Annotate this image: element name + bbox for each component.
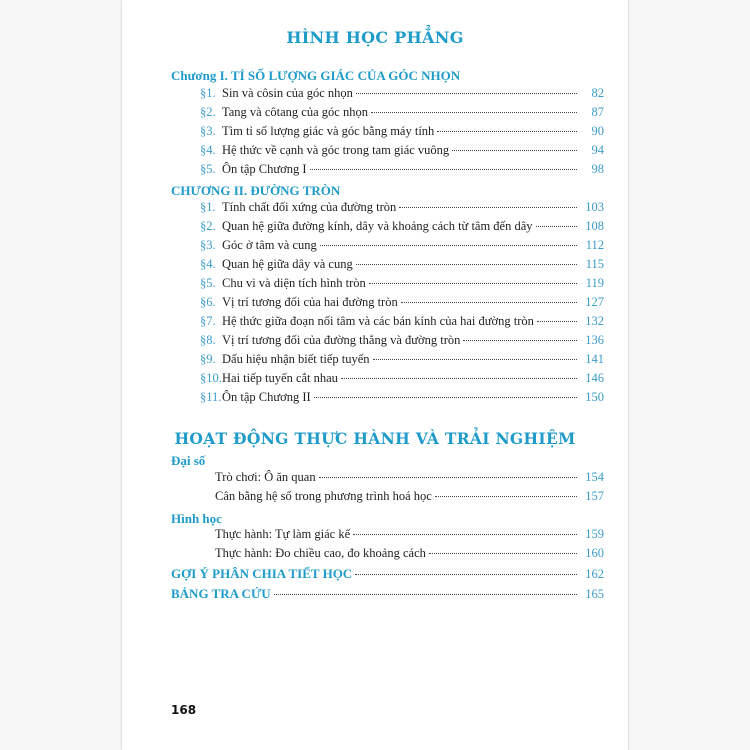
entry-label: Sin và côsin của góc nhọn (222, 86, 353, 100)
entry-page: 112 (585, 238, 604, 252)
section-number: §10. (200, 371, 222, 385)
entry-page: 141 (585, 352, 604, 366)
dot-leader (369, 283, 577, 284)
dot-leader (401, 302, 577, 303)
part1-title: HÌNH HỌC PHẲNG (286, 28, 464, 47)
toc-entry[interactable] (200, 143, 604, 161)
dot-leader (320, 245, 577, 246)
entry-page: 132 (585, 314, 604, 328)
entry-label: Thực hành: Tự làm giác kế (215, 527, 351, 541)
toc-page (122, 0, 628, 750)
chapter1-title: Chương I. TỈ SỐ LƯỢNG GIÁC CỦA GÓC NHỌN (171, 68, 461, 83)
entry-label: Tính chất đối xứng của đường tròn (222, 200, 397, 214)
toc-entry[interactable] (200, 390, 604, 408)
section-number: §7. (200, 314, 216, 328)
toc-entry[interactable] (200, 352, 604, 370)
toc-entry[interactable] (215, 489, 604, 507)
entry-page: 108 (585, 219, 604, 233)
dot-leader (373, 359, 577, 360)
toc-entry[interactable] (200, 124, 604, 142)
entry-label: Hệ thức giữa đoạn nối tâm và các bán kính của hai đường tròn (222, 314, 534, 328)
entry-label: Cân bằng hệ số trong phương trình hoá học (215, 489, 432, 503)
toc-entry[interactable] (200, 219, 604, 237)
page-number: 168 (171, 703, 197, 717)
dot-leader (429, 553, 577, 554)
dot-leader (310, 169, 577, 170)
entry-page: 162 (585, 567, 604, 581)
dot-leader (353, 534, 577, 535)
entry-label: Thực hành: Đo chiều cao, đo khoảng cách (215, 546, 426, 560)
toc-section-suggestion[interactable] (171, 566, 604, 584)
entry-page: 157 (585, 489, 604, 503)
toc-entry[interactable] (200, 333, 604, 351)
entry-page: 165 (585, 587, 604, 601)
algebra-title: Đại số (171, 453, 206, 468)
geometry-title: Hình học (171, 511, 222, 526)
entry-label: Vị trí tương đối của hai đường tròn (222, 295, 398, 309)
entry-page: 136 (585, 333, 604, 347)
toc-entry[interactable] (200, 238, 604, 256)
section-number: §5. (200, 162, 216, 176)
section-number: §2. (200, 219, 216, 233)
section-number: §3. (200, 238, 216, 252)
section-number: §9. (200, 352, 216, 366)
entry-label: Chu vi và diện tích hình tròn (222, 276, 366, 290)
chapter2-title: CHƯƠNG II. ĐƯỜNG TRÒN (171, 183, 341, 198)
toc-entry[interactable] (215, 470, 604, 488)
dot-leader (399, 207, 577, 208)
entry-page: 103 (585, 200, 604, 214)
entry-page: 127 (585, 295, 604, 309)
toc-entry[interactable] (200, 200, 604, 218)
dot-leader (274, 594, 577, 595)
toc-entry[interactable] (215, 546, 604, 564)
entry-label: Quan hệ giữa đường kính, dây và khoảng cách từ tâm đến dây (222, 219, 533, 233)
section-number: §4. (200, 257, 216, 271)
entry-page: 87 (591, 105, 604, 119)
toc-entry[interactable] (200, 162, 604, 180)
toc-entry[interactable] (200, 86, 604, 104)
dot-leader (536, 226, 577, 227)
scan-margin-left (0, 0, 122, 750)
entry-label: GỢI Ý PHÂN CHIA TIẾT HỌC (171, 566, 353, 581)
dot-leader (537, 321, 577, 322)
entry-page: 146 (585, 371, 604, 385)
dot-leader (452, 150, 577, 151)
section-number: §1. (200, 200, 216, 214)
entry-label: Ôn tập Chương II (222, 390, 311, 404)
entry-page: 159 (585, 527, 604, 541)
section-number: §2. (200, 105, 216, 119)
entry-page: 160 (585, 546, 604, 560)
entry-label: Tìm tỉ số lượng giác và góc bằng máy tính (222, 124, 435, 138)
entry-label: Dấu hiệu nhận biết tiếp tuyến (222, 352, 370, 366)
dot-leader (355, 574, 577, 575)
entry-label: Tang và côtang của góc nhọn (222, 105, 368, 119)
toc-section-lookup[interactable] (171, 586, 604, 604)
dot-leader (437, 131, 577, 132)
dot-leader (371, 112, 577, 113)
dot-leader (319, 477, 577, 478)
toc-entry[interactable] (200, 257, 604, 275)
toc-entry[interactable] (200, 105, 604, 123)
toc-entry[interactable] (200, 314, 604, 332)
entry-label: Hai tiếp tuyến cắt nhau (222, 371, 338, 385)
section-number: §6. (200, 295, 216, 309)
toc-entry[interactable] (215, 527, 604, 545)
entry-label: BẢNG TRA CỨU (171, 586, 271, 601)
dot-leader (314, 397, 577, 398)
entry-page: 119 (585, 276, 604, 290)
section-number: §3. (200, 124, 216, 138)
dot-leader (356, 93, 577, 94)
entry-label: Góc ở tâm và cung (222, 238, 317, 252)
entry-page: 90 (591, 124, 604, 138)
section-number: §11. (200, 390, 222, 404)
entry-page: 82 (591, 86, 604, 100)
dot-leader (435, 496, 577, 497)
entry-label: Quan hệ giữa dây và cung (222, 257, 353, 271)
toc-entry[interactable] (200, 295, 604, 313)
entry-page: 154 (585, 470, 604, 484)
entry-page: 94 (591, 143, 604, 157)
entry-label: Trò chơi: Ô ăn quan (215, 470, 316, 484)
entry-page: 98 (591, 162, 604, 176)
entry-page: 150 (585, 390, 604, 404)
toc-entry[interactable] (200, 276, 604, 294)
entry-label: Ôn tập Chương I (222, 162, 307, 176)
entry-page: 115 (585, 257, 604, 271)
section-number: §5. (200, 276, 216, 290)
section-number: §1. (200, 86, 216, 100)
section-number: §8. (200, 333, 216, 347)
entry-label: Hệ thức về cạnh và góc trong tam giác vuông (222, 143, 450, 157)
toc-entry[interactable] (200, 371, 604, 389)
section-number: §4. (200, 143, 216, 157)
scan-margin-right (628, 0, 750, 750)
dot-leader (356, 264, 577, 265)
dot-leader (341, 378, 577, 379)
entry-label: Vị trí tương đối của đường thẳng và đường tròn (222, 333, 461, 347)
dot-leader (463, 340, 577, 341)
part2-title: HOẠT ĐỘNG THỰC HÀNH VÀ TRẢI NGHIỆM (174, 429, 576, 448)
